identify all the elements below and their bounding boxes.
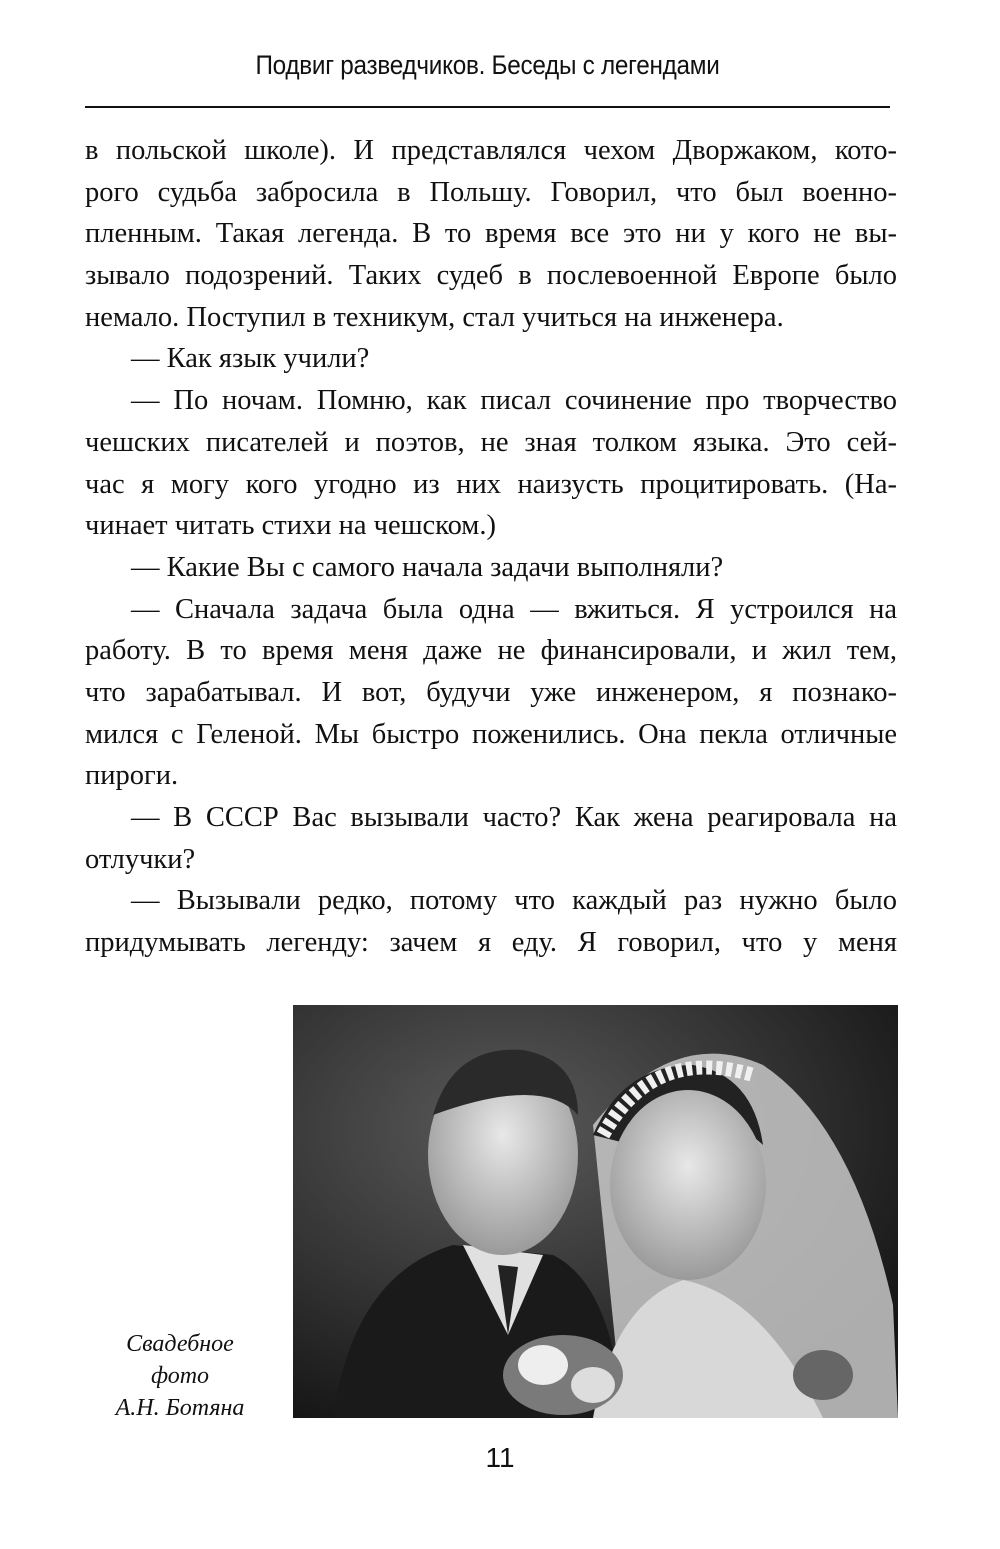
text-line: чешских писателей и поэтов, не зная толком языка. Это сей-	[85, 426, 897, 458]
text-line: работу. В то время меня даже не финансировали, и жил тем,	[85, 635, 897, 667]
text-line: час я могу кого угодно из них наизусть процитировать. (На-	[85, 468, 897, 500]
wedding-photo	[293, 1005, 898, 1418]
text-line: — По ночам. Помню, как писал сочинение про творчество	[131, 385, 897, 417]
text-line: — Сначала задача была одна — вжиться. Я устроился на	[131, 593, 897, 625]
text-line: пироги.	[85, 760, 179, 792]
text-line: чинает читать стихи на чешском.)	[85, 510, 496, 542]
text-line: зывало подозрений. Таких судеб в послевоенной Европе было	[85, 260, 897, 292]
text-line: что зарабатывал. И вот, будучи уже инженером, я познако-	[85, 676, 897, 708]
header-rule	[85, 106, 890, 108]
text-line: немало. Поступил в техникум, стал учиться на инженера.	[85, 301, 784, 333]
text-line: рого судьба забросила в Польшу. Говорил, что был военно-	[85, 176, 897, 208]
text-line: отлучки?	[85, 843, 196, 875]
text-line: — Как язык учили?	[131, 343, 370, 375]
text-line: — В СССР Вас вызывали часто? Как жена реагировала на	[131, 802, 897, 833]
caption-line: Свадебное	[126, 1331, 234, 1357]
text-line: — Вызывали редко, потому что каждый раз нужно было	[131, 885, 897, 917]
text-line: пленным. Такая легенда. В то время все это ни у кого не вы-	[85, 218, 897, 250]
caption-line: фото	[150, 1363, 210, 1389]
text-line: в польской школе). И представлялся чехом Дворжаком, кото-	[85, 135, 897, 166]
text-line: мился с Геленой. Мы быстро поженились. Она пекла отличные	[85, 718, 897, 750]
caption-line: А.Н. Ботяна	[115, 1395, 245, 1421]
photo-caption	[95, 1328, 265, 1424]
page-number: 11	[485, 1442, 515, 1473]
running-title: Подвиг разведчиков. Беседы с легендами	[255, 50, 720, 80]
text-line: — Какие Вы с самого начала задачи выполняли?	[131, 551, 724, 583]
body-text	[85, 130, 897, 964]
text-line: придумывать легенду: зачем я еду. Я говорил, что у меня	[85, 927, 897, 959]
